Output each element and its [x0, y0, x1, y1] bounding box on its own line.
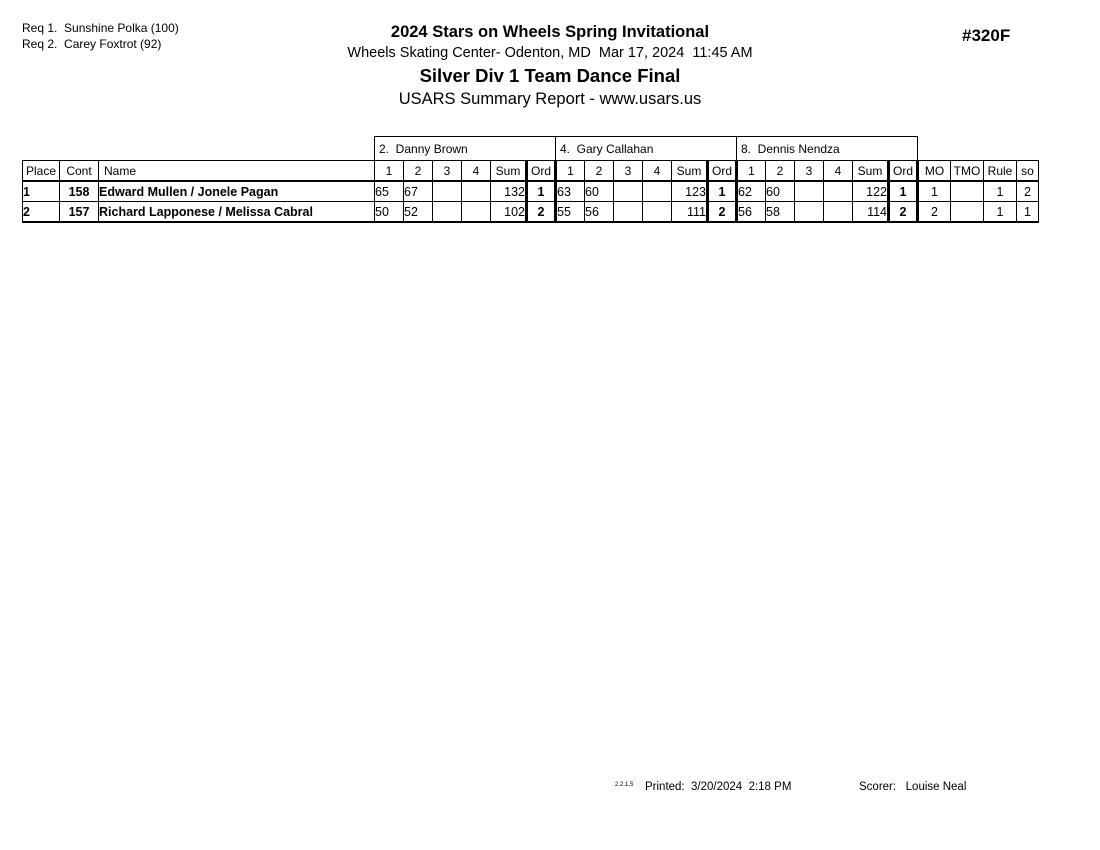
- event-title: Silver Div 1 Team Dance Final: [419, 65, 681, 86]
- score-cell: 56: [737, 202, 766, 223]
- col-header-ord: Ord: [527, 161, 556, 182]
- sum-cell: 102: [491, 202, 527, 223]
- sum-cell: 111: [672, 202, 708, 223]
- score-cell: [643, 181, 672, 202]
- col-header-score2: 2: [404, 161, 433, 182]
- team-name-cell: Edward Mullen / Jonele Pagan: [99, 181, 375, 202]
- judge-header-row: [23, 137, 1039, 161]
- report-type-line: USARS Summary Report - www.usars.us: [398, 90, 702, 108]
- col-header-score2: 2: [585, 161, 614, 182]
- sum-cell: 123: [672, 181, 708, 202]
- score-cell: [433, 181, 462, 202]
- score-cell: [795, 202, 824, 223]
- ordinal-cell: 1: [527, 181, 556, 202]
- sum-cell: 122: [853, 181, 889, 202]
- score-cell: 67: [404, 181, 433, 202]
- score-cell: 50: [375, 202, 404, 223]
- software-version: 2.2.1.5: [615, 782, 634, 788]
- judge-3-name: 8. Dennis Nendza: [737, 137, 918, 161]
- place-cell: 1: [23, 181, 60, 202]
- col-header-place: Place: [23, 161, 60, 182]
- score-cell: [433, 202, 462, 223]
- col-header-score3: 3: [614, 161, 643, 182]
- ordinal-cell: 1: [708, 181, 737, 202]
- col-header-ord: Ord: [708, 161, 737, 182]
- competition-title: 2024 Stars on Wheels Spring Invitational: [390, 23, 710, 41]
- contestant-number-cell: 157: [60, 202, 99, 223]
- result-row: [23, 202, 1039, 223]
- score-cell: [824, 202, 853, 223]
- score-cell: 52: [404, 202, 433, 223]
- col-header-score1: 1: [556, 161, 585, 182]
- score-cell: [462, 181, 491, 202]
- judge-row-spacer-right: [918, 137, 1039, 161]
- score-cell: [462, 202, 491, 223]
- team-name-cell: Richard Lapponese / Melissa Cabral: [99, 202, 375, 223]
- results-table: [22, 136, 1039, 223]
- sum-cell: 132: [491, 181, 527, 202]
- col-header-mo: MO: [918, 161, 951, 182]
- scorer-name: Scorer: Louise Neal: [859, 781, 967, 793]
- result-row: [23, 181, 1039, 202]
- judge-row-spacer-left: [23, 137, 375, 161]
- col-header-sum: Sum: [853, 161, 889, 182]
- judge-2-name: 4. Gary Callahan: [556, 137, 737, 161]
- score-cell: 60: [585, 181, 614, 202]
- ordinal-cell: 2: [527, 202, 556, 223]
- sum-ordinals-cell: 1: [1017, 202, 1039, 223]
- col-header-score4: 4: [824, 161, 853, 182]
- score-cell: [614, 181, 643, 202]
- score-cell: 58: [766, 202, 795, 223]
- score-cell: 55: [556, 202, 585, 223]
- ordinal-cell: 2: [708, 202, 737, 223]
- majority-ordinal-cell: 1: [918, 181, 951, 202]
- place-cell: 2: [23, 202, 60, 223]
- col-header-tmo: TMO: [951, 161, 984, 182]
- rule-cell: 1: [984, 202, 1017, 223]
- col-header-score1: 1: [737, 161, 766, 182]
- score-cell: 56: [585, 202, 614, 223]
- score-cell: 63: [556, 181, 585, 202]
- col-header-score3: 3: [433, 161, 462, 182]
- ordinal-cell: 1: [889, 181, 918, 202]
- score-cell: [824, 181, 853, 202]
- total-majority-ordinal-cell: [951, 202, 984, 223]
- printed-timestamp: Printed: 3/20/2024 2:18 PM: [645, 781, 792, 793]
- total-majority-ordinal-cell: [951, 181, 984, 202]
- col-header-name: Name: [99, 161, 375, 182]
- sum-ordinals-cell: 2: [1017, 181, 1039, 202]
- score-cell: [795, 181, 824, 202]
- col-header-ord: Ord: [889, 161, 918, 182]
- required-dance-1: Req 1. Sunshine Polka (100): [22, 21, 179, 35]
- col-header-score1: 1: [375, 161, 404, 182]
- sum-cell: 114: [853, 202, 889, 223]
- report-header: [0, 22, 1100, 111]
- score-cell: 60: [766, 181, 795, 202]
- col-header-sum: Sum: [491, 161, 527, 182]
- col-header-so: so: [1017, 161, 1039, 182]
- col-header-cont: Cont: [60, 161, 99, 182]
- venue-date-line: Wheels Skating Center- Odenton, MD Mar 17, 2024 11:45 AM: [347, 45, 753, 61]
- required-dance-2: Req 2. Carey Foxtrot (92): [22, 36, 162, 51]
- column-header-row: [23, 161, 1039, 182]
- col-header-rule: Rule: [984, 161, 1017, 182]
- rule-cell: 1: [984, 181, 1017, 202]
- judge-1-name: 2. Danny Brown: [375, 137, 556, 161]
- score-cell: [614, 202, 643, 223]
- col-header-score2: 2: [766, 161, 795, 182]
- score-cell: 65: [375, 181, 404, 202]
- event-number: #320F: [962, 26, 1011, 45]
- col-header-score3: 3: [795, 161, 824, 182]
- contestant-number-cell: 158: [60, 181, 99, 202]
- score-cell: 62: [737, 181, 766, 202]
- ordinal-cell: 2: [889, 202, 918, 223]
- col-header-score4: 4: [643, 161, 672, 182]
- majority-ordinal-cell: 2: [918, 202, 951, 223]
- score-cell: [643, 202, 672, 223]
- col-header-score4: 4: [462, 161, 491, 182]
- col-header-sum: Sum: [672, 161, 708, 182]
